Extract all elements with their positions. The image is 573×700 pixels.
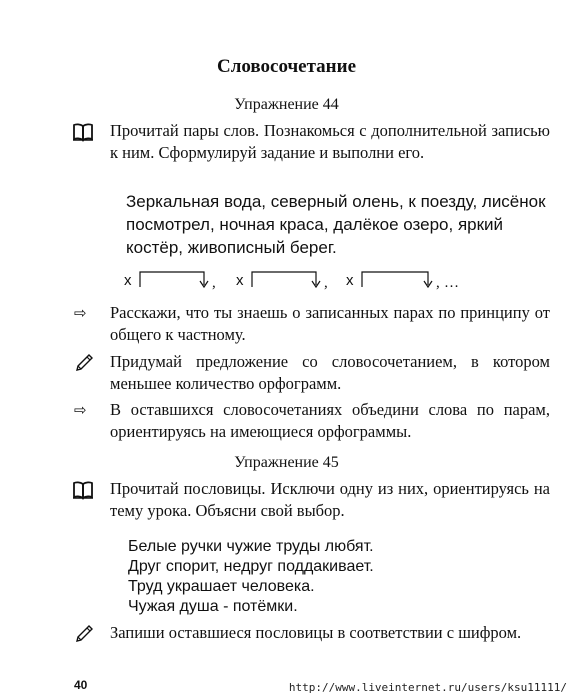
- exercise-45-task-write: Запиши оставшиеся пословицы в соответствии с шифром.: [110, 623, 522, 642]
- source-url[interactable]: http://www.liveinternet.ru/users/ksu11111/: [288, 681, 567, 694]
- exercise-44-heading: Упражнение 44: [234, 96, 339, 113]
- exercise-44-task-group: В оставшихся словосочетаниях объедини слова по парам, ориентируясь на имеющиеся орфограммы.: [110, 400, 550, 441]
- book-icon: [72, 480, 94, 500]
- scheme-item-2: [236, 272, 328, 291]
- word-pairs-text: Зеркальная вода, северный олень, к поезду, лисёнок посмотрел, ночная краса, далёкое озеро, яркий костёр, живописный берег.: [126, 192, 546, 257]
- pencil-icon: [73, 353, 95, 373]
- svg-text:,: ,: [324, 275, 328, 291]
- scheme-diagram: [124, 266, 554, 292]
- exercise-44-task-tell: Расскажи, что ты знаешь о записанных парах по принципу от общего к частному.: [110, 303, 550, 344]
- arrow-right-icon: ⇨: [74, 304, 87, 322]
- exercise-45-task-read: Прочитай пословицы. Исключи одну из них, ориентируясь на тему урока. Объясни свой выбор.: [110, 479, 550, 520]
- scheme-item-1: [124, 272, 216, 291]
- exercise-44-task-sentence: Придумай предложение со словосочетанием, в котором меньшее количество орфограмм.: [110, 352, 550, 393]
- exercise-44-task-read: Прочитай пары слов. Познакомься с дополнительной записью к ним. Сформулируй задание и выполни его.: [110, 121, 550, 162]
- svg-text:,: ,: [212, 275, 216, 291]
- proverb-item: Друг спорит, недруг поддакивает.: [128, 558, 374, 575]
- proverb-item: Чужая душа - потёмки.: [128, 598, 298, 615]
- page-title: Словосочетание: [216, 56, 357, 77]
- scheme-mark: х: [236, 272, 244, 289]
- pencil-icon: [73, 624, 95, 644]
- page-number: 40: [74, 678, 88, 692]
- arrow-right-icon: ⇨: [74, 401, 87, 419]
- proverb-item: Труд украшает человека.: [128, 578, 315, 595]
- exercise-45-heading: Упражнение 45: [234, 454, 339, 471]
- scheme-mark: х: [346, 272, 354, 289]
- proverb-item: Белые ручки чужие труды любят.: [128, 538, 374, 555]
- scheme-ellipsis: …: [444, 275, 459, 291]
- scheme-item-3: [346, 272, 459, 291]
- book-icon: [72, 122, 94, 142]
- scheme-mark: х: [124, 272, 132, 289]
- svg-text:,: ,: [436, 275, 440, 291]
